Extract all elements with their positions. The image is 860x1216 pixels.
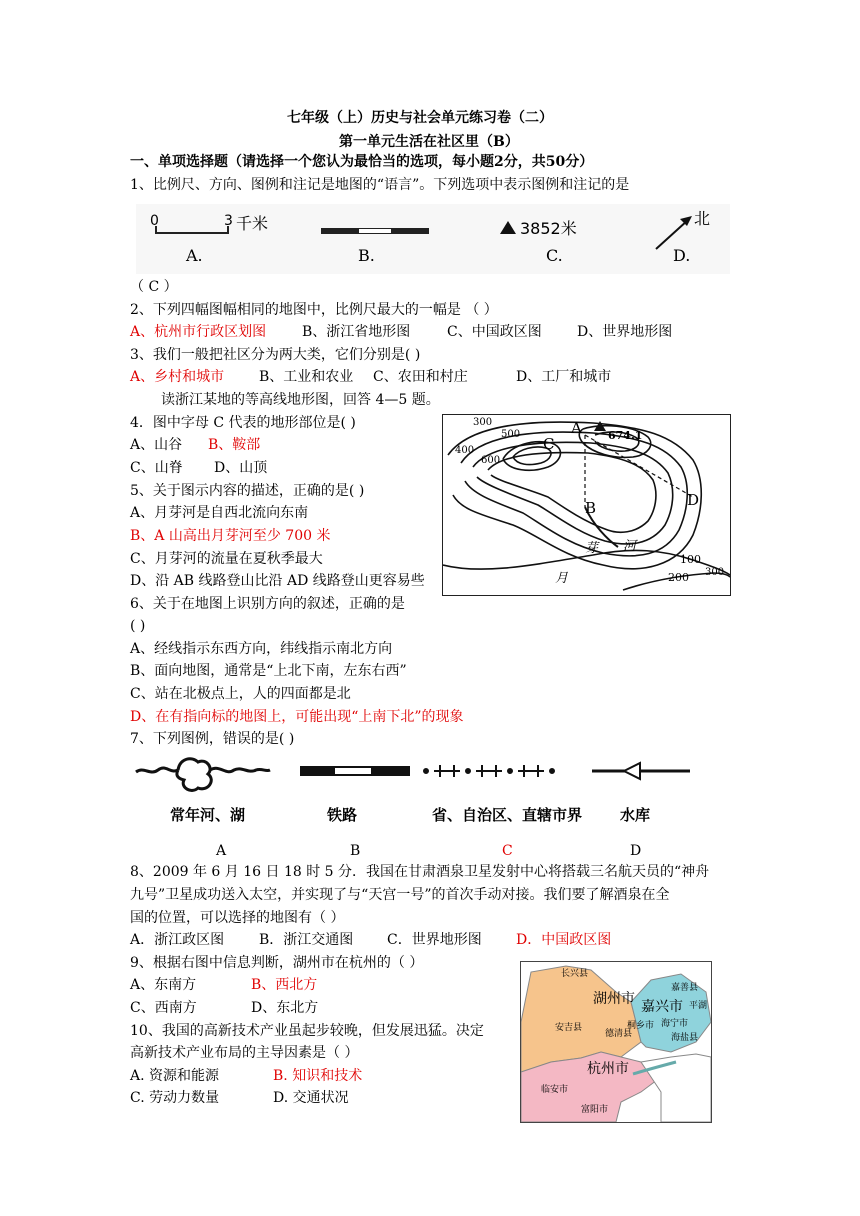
scale-unit-label: 千米 [236,214,269,233]
q6-option-d: D、在有指向标的地图上，可能出现“上南下北”的现象 [130,709,464,725]
north-arrow-icon [656,220,688,249]
north-label: 北 [694,209,711,228]
zj-label-fuyang: 富阳市 [581,1105,609,1115]
scale-zero-label: 0 [150,213,159,229]
zj-label-haining: 海宁市 [661,1019,689,1029]
contour-label-300a: 300 [473,417,493,428]
q1-label-c: C. [546,246,563,265]
q1-label-a: A. [186,246,203,265]
huzhou-region [521,966,641,1072]
q10-stem-line1: 10、我国的高新技术产业虽起步较晚，但发展迅猛。决定 [130,1023,484,1039]
mountain-peak-icon [500,221,516,234]
zj-label-huzhou: 湖州市 [593,991,635,1007]
q4-option-d: D、山顶 [214,460,268,476]
river-label-yue: 月 [555,571,569,586]
mountain-height-label: 3852米 [520,219,577,238]
q8-option-b: B．浙江交通图 [259,932,354,948]
q7-letter-d: D [630,843,642,859]
page-subtitle: 第一单元生活在社区里（B） [339,134,519,150]
q5-option-a: A、月芽河是自西北流向东南 [130,505,309,521]
q3-option-d: D、工厂和城市 [516,369,612,385]
q7-caption-a: 常年河、湖 [170,806,246,824]
zhejiang-region-map [520,961,712,1123]
q7-caption-c: 省、自治区、直辖市界 [432,806,583,824]
zj-label-linan: 临安市 [541,1085,569,1095]
q10-option-c: C. 劳动力数量 [130,1090,220,1106]
contour-label-c: C [543,435,555,453]
q1-answer: （ C ） [130,279,178,295]
q4-option-a: A、山谷 [130,437,183,453]
scale-three-label: 3 [224,213,233,229]
q6-stem-paren: ( ) [130,618,146,634]
q7-stem: 7、下列图例，错误的是( ) [130,731,295,747]
q8-option-a: A．浙江政区图 [130,932,225,948]
q10-option-a: A. 资源和能源 [130,1068,220,1084]
q5-option-b: B、A 山高出月芽河至少 700 米 [130,528,331,544]
zj-label-haiyan: 海盐县 [671,1033,699,1043]
q4-5-intro: 读浙江某地的等高线地形图，回答 4—5 题。 [161,392,440,408]
zj-label-tongxiang: 桐乡市 [627,1021,655,1031]
q8-option-c: C．世界地形图 [387,932,482,948]
q3-option-c: C、农田和村庄 [373,369,468,385]
q4-option-c: C、山脊 [130,460,183,476]
q10-option-d: D. 交通状况 [273,1090,349,1106]
q1-stem: 1、比例尺、方向、图例和注记是地图的“语言”。下列选项中表示图例和注记的是 [130,177,630,193]
q4-option-b: B、鞍部 [208,437,261,453]
zj-label-anji: 安吉县 [555,1023,583,1033]
contour-label-300b: 300 [705,567,725,578]
q2-option-a: A、杭州市行政区划图 [130,324,267,340]
contour-map [442,414,731,596]
contour-label-600: 600 [481,455,501,466]
zj-label-jiashan: 嘉善县 [671,983,699,993]
q3-option-b: B、工业和农业 [259,369,354,385]
contour-label-height: 674.1 [608,429,643,442]
page-title: 七年级（上）历史与社会单元练习卷（二） [287,110,553,126]
q5-option-c: C、月芽河的流量在夏秋季最大 [130,551,323,567]
q2-option-d: D、世界地形图 [577,324,673,340]
boundary-legend-icon [424,765,554,777]
zj-label-pinghu: 平湖 [689,1001,708,1011]
q3-option-a: A、乡村和城市 [130,369,225,385]
q8-option-d: D．中国政区图 [516,932,612,948]
q2-stem: 2、下列四幅图幅相同的地图中，比例尺最大的一幅是 （ ） [130,302,498,318]
q8-stem-line1: 8、2009 年 6 月 16 日 18 时 5 分．我国在甘肃酒泉卫星发射中心将搭载三名航天员的“神舟 [130,864,710,880]
q6-option-a: A、经线指示东西方向，纬线指示南北方向 [130,641,393,657]
q9-option-d: D、东北方 [251,1000,319,1016]
q10-stem-line2: 高新技术产业布局的主导因素是（ ） [130,1045,359,1061]
river-label-ya: 芽 [585,541,599,556]
q7-caption-b: 铁路 [327,806,358,824]
q9-option-c: C、西南方 [130,1000,197,1016]
q5-option-d: D、沿 AB 线路登山比沿 AD 线路登山更容易些 [130,573,425,589]
q7-letter-b: B [350,843,361,859]
q4-stem: 4．图中字母 C 代表的地形部位是( ) [130,415,356,431]
contour-label-400: 400 [455,445,475,456]
q1-label-b: B. [358,246,375,265]
q8-stem-line3: 国的位置，可以选择的地图有（ ） [130,910,345,926]
q7-letter-a: A [216,843,227,859]
q2-option-c: C、中国政区图 [447,324,542,340]
contour-label-200: 200 [668,571,689,584]
section-heading: 一、单项选择题（请选择一个您认为最恰当的选项，每小题2分，共50分） [130,154,594,170]
q9-option-a: A、东南方 [130,977,197,993]
river-label-he: 河 [623,539,637,554]
sea-region [641,1054,711,1122]
zj-label-jiaxing: 嘉兴市 [641,999,683,1015]
q10-option-b: B. 知识和技术 [273,1068,363,1084]
zj-label-deqing: 德清县 [605,1029,633,1039]
zj-label-hangzhou: 杭州市 [587,1061,629,1077]
q7-letter-c: C [502,843,513,859]
contour-label-b: B [585,499,597,517]
q3-stem: 3、我们一般把社区分为两大类，它们分别是( ) [130,347,421,363]
q7-legend-image [130,754,730,834]
contour-label-100: 100 [680,553,701,566]
q1-label-d: D. [673,246,691,265]
q6-option-c: C、站在北极点上，人的四面都是北 [130,686,351,702]
q8-stem-line2: 九号”卫星成功送入太空，并实现了与“天宫一号”的首次手动对接。我们要了解酒泉在全 [130,887,670,903]
lake-symbol-icon [177,759,211,791]
q7-caption-d: 水库 [620,806,651,824]
river-symbol-icon [136,768,178,772]
q6-stem: 6、关于在地图上识别方向的叙述，正确的是 [130,596,405,612]
q2-option-b: B、浙江省地形图 [302,324,411,340]
contour-label-500: 500 [501,429,521,440]
q9-stem: 9、根据右图中信息判断，湖州市在杭州的（ ） [130,955,424,971]
q6-option-b: B、面向地图，通常是“上北下南，左东右西” [130,663,407,679]
contour-label-d: D [687,491,700,509]
contour-label-a: A [571,419,582,437]
q1-symbols-image [136,204,730,274]
q5-stem: 5、关于图示内容的描述，正确的是( ) [130,483,365,499]
zj-label-changxing: 长兴县 [561,969,589,979]
q9-option-b: B、西北方 [251,977,318,993]
